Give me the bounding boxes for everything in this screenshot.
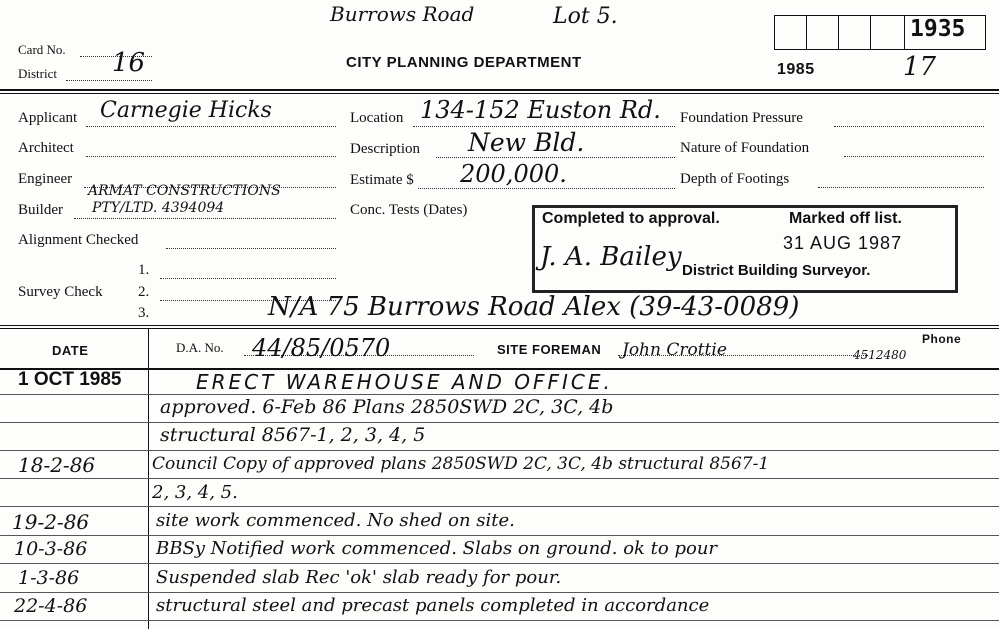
depth-footings-label: Depth of Footings [680,171,790,187]
phone-label: Phone [922,332,962,346]
row-text: 2, 3, 4, 5. [152,482,238,503]
survey-2-label: 2. [138,284,150,300]
survey-label: Survey Check [18,284,103,300]
architect-label: Architect [18,140,74,156]
builder-value-line1: ARMAT CONSTRUCTIONS [88,183,281,199]
nature-foundation-label: Nature of Foundation [680,140,810,156]
row-date: 10-3-86 [14,538,88,560]
conc-tests-label: Conc. Tests (Dates) [350,202,468,218]
phone-value: 4512480 [853,348,907,362]
row-text: BBSy Notified work commenced. Slabs on ground. ok to pour [156,538,718,559]
row-text: Council Copy of approved plans 2850SWD 2C, 3C, 4b structural 8567-1 [152,454,770,474]
card-no-label: Card No. [18,42,66,57]
date-header: DATE [52,343,89,358]
engineer-label: Engineer [18,171,73,187]
site-foreman-value: John Crottie [622,340,727,360]
stamp-signature: J. A. Bailey [540,242,682,272]
survey-3-label: 3. [138,305,150,321]
applicant-label: Applicant [18,110,78,126]
district-value: 16 [112,48,146,78]
site-foreman-label: SITE FOREMAN [497,342,602,357]
location-value: 134-152 Euston Rd. [420,96,661,124]
builder-label: Builder [18,202,63,218]
da-label: D.A. No. [176,340,224,355]
year-printed: 1985 [777,61,815,78]
stamp-date: 31 AUG 1987 [783,233,903,253]
row-text: ERECT WAREHOUSE AND OFFICE. [196,370,613,394]
stamp-line3: District Building Surveyor. [682,262,871,279]
row-text: approved. 6-Feb 86 Plans 2850SWD 2C, 3C, 4b [160,396,614,418]
estimate-value: 200,000. [460,160,567,188]
row-text: structural steel and precast panels completed in accordance [156,595,710,616]
stamp-line1: Completed to approval. [542,210,720,227]
year-handwritten: 17 [903,52,937,82]
row-date: 22-4-86 [14,595,88,617]
row-text: site work commenced. No shed on site. [156,510,515,531]
location-label: Location [350,110,404,126]
handwritten-lot: Lot 5. [553,4,618,29]
applicant-value: Carnegie Hicks [100,98,272,123]
row-date: 18-2-86 [18,453,96,477]
row-text: structural 8567-1, 2, 3, 4, 5 [160,424,426,446]
row-text: Suspended slab Rec 'ok' slab ready for pour. [156,567,562,588]
survey-hand-note: N/A 75 Burrows Road Alex (39-43-0089) [268,292,800,322]
handwritten-road: Burrows Road [330,2,475,26]
row-date: 1-3-86 [18,567,80,589]
district-label: District [18,66,57,81]
page-title: CITY PLANNING DEPARTMENT [346,54,582,71]
estimate-label: Estimate $ [350,172,414,188]
row-date: 1 OCT 1985 [18,369,122,390]
stamp-line1b: Marked off list. [789,210,902,227]
survey-1-label: 1. [138,262,150,278]
alignment-label: Alignment Checked [18,232,139,248]
card-stamp-number: 1935 [910,16,966,42]
builder-value-line2: PTY/LTD. 4394094 [92,200,225,216]
description-label: Description [350,141,420,157]
description-value: New Bld. [468,128,585,157]
da-value: 44/85/0570 [252,334,391,362]
foundation-pressure-label: Foundation Pressure [680,110,803,126]
row-date: 19-2-86 [12,510,90,534]
